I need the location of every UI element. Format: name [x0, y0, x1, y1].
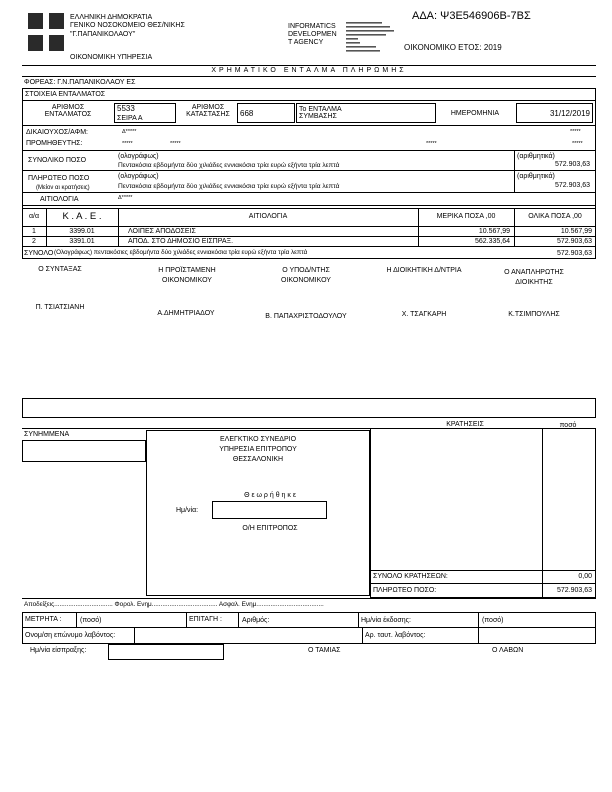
supplier-masked-2: *****: [170, 141, 181, 147]
row-aa: 1: [32, 228, 36, 235]
supplier-masked-3: *****: [426, 141, 437, 147]
deductions-label: ΚΡΑΤΗΣΕΙΣ: [446, 421, 484, 428]
deductions-total-label: ΣΥΝΟΛΟ ΚΡΑΤΗΣΕΩΝ:: [373, 573, 448, 580]
payable-amount: 572.903,63: [556, 587, 592, 594]
cash-label: ΜΕΤΡΗΤΑ :: [25, 616, 62, 623]
reason-label: ΑΙΤΙΟΛΟΓΙΑ: [40, 196, 79, 203]
id-label: Αρ. ταυτ. λαβόντος:: [365, 632, 426, 639]
signer-role-2: Η ΠΡΟΪΣΤΑΜΕΝΗ ΟΙΚΟΝΟΜΙΚΟΥ: [158, 267, 216, 284]
deductions-amount-col: ποσό: [559, 422, 577, 429]
order-no-value: 5533: [117, 104, 135, 113]
col-header-total: ΟΛΙΚΑ ΠΟΣΑ ,00: [528, 213, 582, 220]
supplier-label: ΠΡΟΜΗΘΕΥΤΗΣ:: [26, 140, 83, 147]
row-divider: [22, 150, 596, 151]
section-header: ΣΤΟΙΧΕΙΑ ΕΝΤΑΛΜΑΤΟΣ: [25, 91, 106, 98]
total-label: ΣΥΝΟΛΙΚΟ ΠΟΣΟ: [28, 157, 87, 164]
commissioner-label: Ο/Η ΕΠΙΤΡΟΠΟΣ: [242, 525, 298, 532]
org-line-1: ΕΛΛΗΝΙΚΗ ΔΗΜΟΚΡΑΤΙΑ: [70, 14, 153, 21]
audit-line-3: ΘΕΣΣΑΛΟΝΙΚΗ: [232, 456, 284, 463]
total-in-words-label: (ολογράφως): [118, 153, 159, 160]
row-aa: 2: [32, 238, 36, 245]
id-field[interactable]: [478, 627, 596, 644]
greek-cross-emblem: [28, 13, 64, 51]
row-reason: ΑΠΟΔ. ΣΤΟ ΔΗΜΟΣΙΟ ΕΙΣΠΡΑΞ.: [128, 238, 234, 245]
audit-date-field[interactable]: [212, 501, 327, 519]
signer-name-3: Β. ΠΑΠΑΧΡΙΣΤΟΔΟΥΛΟΥ: [265, 313, 347, 320]
signer-name-5: Κ.ΤΣΙΜΠΟΥΛΗΣ: [508, 311, 560, 318]
ada-code: ΑΔΑ: Ψ3Ε546906Β-7ΒΣ: [412, 10, 531, 22]
supplier-masked-1: *****: [122, 141, 133, 147]
col-header-kae: Κ . Α . Ε .: [62, 211, 102, 222]
paid-in-numbers-label: (αριθμητικά): [517, 173, 555, 180]
row-total: 10.567,99: [560, 228, 592, 235]
paid-note: (Μείον αι κρατήσεις): [36, 185, 90, 191]
col-header-aa: α/α: [28, 213, 40, 220]
row-partial: 562.335,64: [474, 238, 510, 245]
contract-label: Το ΕΝΤΑΛΜΑ ΣΥΜΒΑΣΗΣ: [299, 106, 342, 120]
beneficiary-label: ΔΙΚΑΙΟΥΧΟΣ/ΑΦΜ:: [26, 129, 89, 136]
receiver-name-label: Ονομ/ση επώνυμο λαβόντος:: [25, 632, 116, 639]
signer-role-4: Η ΔΙΟΙΚΗΤΙΚΗ Δ/ΝΤΡΙΑ: [386, 267, 462, 274]
department-label: ΟΙΚΟΝΟΜΙΚΗ ΥΠΗΡΕΣΙΑ: [70, 54, 153, 61]
fiscal-year: ΟΙΚΟΝΟΜΙΚΟ ΕΤΟΣ: 2019: [404, 43, 502, 52]
paid-amount: 572.903,63: [554, 182, 590, 189]
total-amount: 572.903,63: [554, 161, 590, 168]
title-divider: [22, 76, 596, 77]
row-kae: 3391.01: [69, 238, 95, 245]
col-divider: [514, 150, 515, 170]
paid-in-words-label: (ολογράφως): [118, 173, 159, 180]
row-kae: 3399.01: [69, 228, 95, 235]
col-divider: [362, 627, 363, 644]
check-number-label: Αριθμός:: [242, 617, 270, 624]
row-reason: ΛΟΙΠΕΣ ΑΠΟΔΟΣΕΙΣ: [128, 228, 196, 235]
signer-name-2: Α.ΔΗΜΗΤΡΙΑΔΟΥ: [157, 310, 215, 317]
document-title: ΧΡΗΜΑΤΙΚΟ ΕΝΤΑΛΜΑ ΠΛΗΡΩΜΗΣ: [211, 67, 407, 74]
table-header-bottom: [22, 226, 596, 227]
cashier-label: Ο ΤΑΜΙΑΣ: [308, 647, 341, 654]
paid-amount-words: Πεντακόσια εβδομήντα δύο χιλιάδες εννιακόσια τρία ευρώ εξήντα τρία λεπτά: [118, 183, 340, 190]
header-divider: [22, 65, 596, 66]
catalog-no-label: ΑΡΙΘΜΟΣ ΚΑΤΑΣΤΑΣΗΣ: [186, 104, 230, 118]
supplier-masked-4: *****: [572, 141, 583, 147]
cash-amount-label: (ποσό): [80, 617, 102, 624]
foreas-label: ΦΟΡΕΑΣ: Γ.Ν.ΠΑΠΑΝΙΚΟΛΑΟΥ ΕΣ: [24, 79, 136, 86]
signer-role-1: Ο ΣΥΝΤΑΞΑΣ: [38, 266, 82, 273]
check-number-field[interactable]: [238, 612, 358, 628]
collection-date-field[interactable]: [108, 644, 224, 660]
col-divider: [186, 612, 187, 627]
agency-line-1: INFORMATICS: [288, 23, 336, 30]
row-divider: [370, 583, 596, 584]
cash-amount-field[interactable]: [76, 612, 186, 628]
check-amount-label: (ποσό): [482, 617, 504, 624]
signer-role-3: Ο ΥΠΟΔ/ΝΤΗΣ ΟΙΚΟΝΟΜΙΚΟΥ: [281, 267, 331, 284]
signer-name-4: Χ. ΤΣΑΓΚΑΡΗ: [401, 311, 447, 318]
col-divider: [118, 208, 119, 246]
total-in-numbers-label: (αριθμητικά): [517, 153, 555, 160]
col-divider: [514, 170, 515, 192]
attached-field[interactable]: [22, 440, 146, 462]
col-header-partial: ΜΕΡΙΚΑ ΠΟΣΑ ,00: [436, 213, 496, 220]
beneficiary-masked-right: *****: [570, 129, 581, 135]
receipt-line: Αποδείξεις................................. Φορολ. Ενημ..................................... Ασφαλ. Ενημ......................................: [24, 601, 324, 608]
sum-label: ΣΥΝΟΛΟ: [24, 250, 54, 257]
audit-line-2: ΥΠΗΡΕΣΙΑ ΕΠΙΤΡΟΠΟΥ: [219, 446, 297, 453]
order-no-label: ΑΡΙΘΜΟΣ ΕΝΤΑΛΜΑΤΟΣ: [44, 104, 92, 118]
org-line-3: "Γ.ΠΑΠΑΝΙΚΟΛΑΟΥ": [70, 31, 136, 38]
deductions-total: 0,00: [578, 573, 592, 580]
row-divider: [22, 236, 596, 237]
contract-field[interactable]: [296, 103, 436, 123]
beneficiary-value: Δ*****: [122, 129, 137, 135]
approved-label: Θ ε ω ρ ή θ η κ ε: [244, 492, 296, 499]
date-value: 31/12/2019: [549, 109, 590, 118]
sum-total: 572.903,63: [556, 250, 592, 257]
check-amount-field[interactable]: [478, 612, 596, 628]
audit-line-1: ΕΛΕΓΚΤΙΚΟ ΣΥΝΕΔΡΙΟ: [219, 436, 297, 443]
row-divider: [22, 170, 596, 171]
collection-date-label: Ημ/νία είσπραξης:: [30, 647, 87, 654]
payable-label: ΠΛΗΡΩΤΕΟ ΠΟΣΟ:: [373, 587, 437, 594]
audit-date-label: Ημ/νία:: [176, 507, 199, 514]
row-divider: [22, 125, 596, 126]
series-value: ΣΕΙΡΑ Α: [117, 115, 143, 122]
signer-role-5: Ο ΑΝΑΠΛΗΡΩΤΗΣ ΔΙΟΙΚΗΤΗΣ: [504, 269, 564, 286]
total-amount-words: Πεντακόσια εβδομήντα δύο χιλιάδες εννιακόσια τρία ευρώ εξήντα τρία λεπτά: [118, 162, 340, 169]
row-divider: [22, 192, 596, 193]
agency-line-3: T AGENCY: [288, 39, 324, 46]
sum-words: (Ολογράφως) πεντακόσιες εβδομήντα δύο χιλιάδες εννιακόσια τρία ευρώ εξήντα τρία λεπτά: [54, 249, 308, 256]
catalog-no-value: 668: [240, 109, 254, 118]
attached-label: ΣΥΝΗΜΜΕΝΑ: [24, 431, 70, 438]
col-divider: [358, 612, 359, 627]
row-divider: [22, 246, 596, 247]
paid-label: ΠΛΗΡΩΤΕΟ ΠΟΣΟ: [28, 175, 90, 182]
check-label: ΕΠΙΤΑΓΗ :: [189, 616, 222, 623]
table-header-top: [22, 208, 596, 209]
date-label: ΗΜΕΡΟΜΗΝΙΑ: [450, 110, 500, 117]
row-divider: [22, 205, 596, 206]
row-partial: 10.567,99: [478, 228, 510, 235]
row-total: 572.903,63: [556, 238, 592, 245]
row-divider: [370, 570, 596, 571]
empty-strip: [22, 398, 596, 418]
col-divider: [542, 428, 543, 598]
signer-name-1: Π. ΤΣΙΑΤΣΙΑΝΗ: [35, 304, 85, 311]
row-divider: [22, 100, 596, 101]
issue-date-label: Ημ/νία έκδοσης:: [361, 617, 411, 624]
reason-value: Δ*****: [118, 195, 133, 201]
footer-top-line: [22, 598, 596, 599]
agency-line-2: DEVELOPMEN: [288, 31, 337, 38]
receiver-name-field[interactable]: [134, 627, 362, 644]
org-line-2: ΓΕΝΙΚΟ ΝΟΣΟΚΟΜΕΙΟ ΘΕΣ/ΝΙΚΗΣ: [70, 22, 185, 29]
col-header-reason: ΑΙΤΙΟΛΟΓΙΑ: [248, 213, 288, 220]
agency-seal-stamp: [346, 21, 396, 53]
receiver-label: Ο ΛΑΒΩΝ: [492, 647, 524, 654]
